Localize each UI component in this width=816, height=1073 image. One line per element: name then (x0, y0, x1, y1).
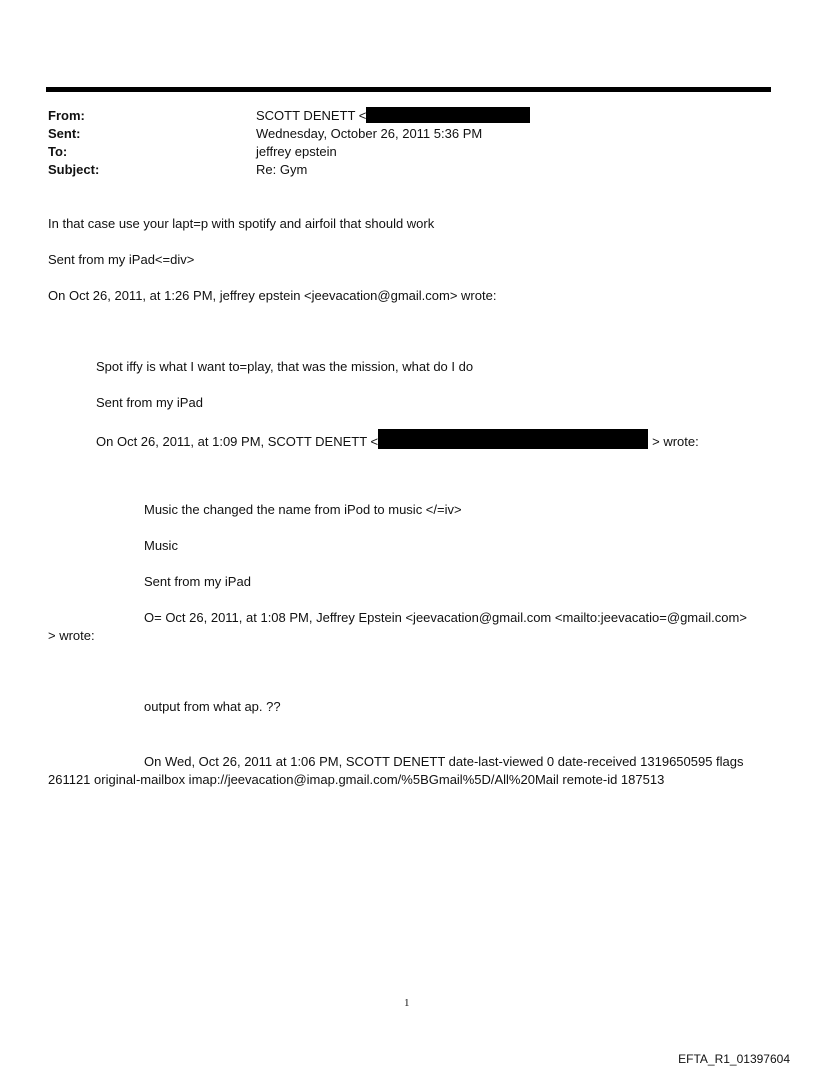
page-number: 1 (404, 997, 410, 1009)
header-rule (46, 87, 771, 92)
body-line: In that case use your lapt=p with spotify and airfoil that should work (48, 216, 435, 231)
sent-value: Wednesday, October 26, 2011 5:36 PM (256, 126, 483, 141)
quoted-signature-line: Sent from my iPad (96, 395, 203, 410)
deep-quote-header-cont: 261121 original-mailbox imap://jeevacation@imap.gmail.com/%5BGmail%5D/All%20Mail remote-id 187513 (48, 772, 665, 787)
from-sender: SCOTT DENETT < (256, 108, 367, 123)
quoted-header-line (96, 429, 699, 451)
to-value: jeffrey epstein (256, 144, 337, 159)
nested-quote-header-cont: > wrote: (48, 628, 95, 643)
subject-value: Re: Gym (256, 162, 308, 177)
deep-quote-header: On Wed, Oct 26, 2011 at 1:06 PM, SCOTT DENETT date-last-viewed 0 date-received 1319650595 flags (144, 754, 744, 769)
from-label: From: (48, 108, 85, 123)
quoted-header-prefix: On Oct 26, 2011, at 1:09 PM, SCOTT DENETT < (96, 434, 379, 449)
from-value (256, 107, 530, 125)
nested-quote-line: Music the changed the name from iPod to music </=iv> (144, 502, 462, 517)
signature-line: Sent from my iPad<=div> (48, 252, 195, 267)
nested-quote-line: Music (144, 538, 178, 553)
nested-signature-line: Sent from my iPad (144, 574, 251, 589)
to-label: To: (48, 144, 68, 159)
quote-header: On Oct 26, 2011, at 1:26 PM, jeffrey epstein <jeevacation@gmail.com> wrote: (48, 288, 497, 303)
subject-label: Subject: (48, 162, 100, 177)
quoted-header-suffix: > wrote: (652, 434, 699, 449)
redaction-block (366, 107, 530, 123)
bates-number: EFTA_R1_01397604 (678, 1052, 790, 1066)
redaction-block (378, 429, 648, 449)
sent-label: Sent: (48, 126, 81, 141)
deep-quote-line: output from what ap. ?? (144, 699, 281, 714)
nested-quote-header: O= Oct 26, 2011, at 1:08 PM, Jeffrey Epstein <jeevacation@gmail.com <mailto:jeevacatio=@gmail.com> (144, 610, 747, 625)
quoted-body-line: Spot iffy is what I want to=play, that was the mission, what do I do (96, 359, 474, 374)
